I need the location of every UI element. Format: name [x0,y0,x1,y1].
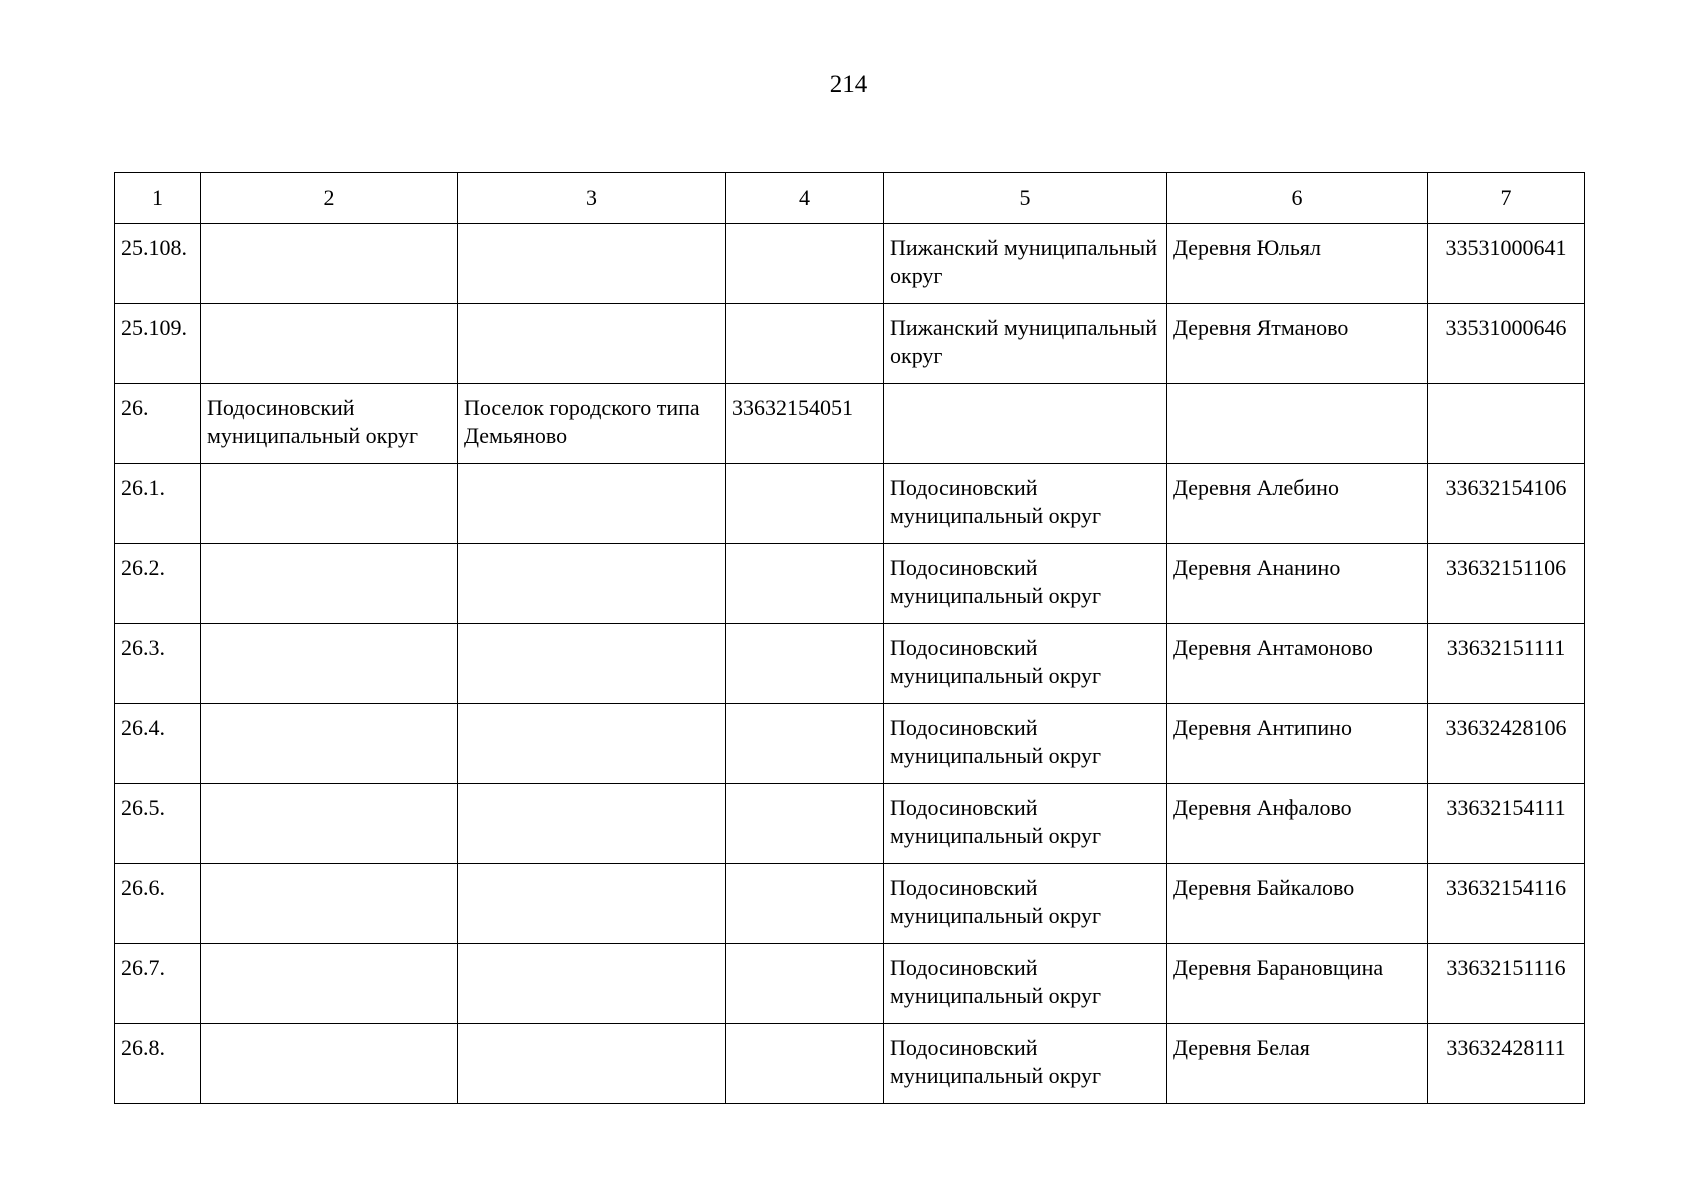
locality-code-cell: 33632428106 [1428,704,1585,784]
row-number-cell: 26.5. [115,784,201,864]
municipality-cell: Подосиновский муниципальный округ [201,384,458,464]
locality-cell: Деревня Антамоново [1167,624,1428,704]
settlement-cell [458,944,726,1024]
municipality-cell [201,704,458,784]
locality-code-cell: 33531000646 [1428,304,1585,384]
settlement-cell [458,304,726,384]
municipality-cell [201,1024,458,1104]
locality-cell: Деревня Ананино [1167,544,1428,624]
locality-code-cell: 33632151106 [1428,544,1585,624]
locality-cell [1167,384,1428,464]
district-cell [884,384,1167,464]
row-number-cell: 26.4. [115,704,201,784]
district-cell: Подосиновский муниципальный округ [884,784,1167,864]
municipality-cell [201,864,458,944]
row-number-cell: 26.8. [115,1024,201,1104]
page-number: 214 [829,71,868,98]
settlement-cell [458,864,726,944]
locality-code-cell: 33632154111 [1428,784,1585,864]
column-header: 7 [1428,173,1585,224]
district-cell: Подосиновский муниципальный округ [884,464,1167,544]
locality-cell: Деревня Байкалово [1167,864,1428,944]
municipality-cell [201,784,458,864]
locality-code-cell: 33632154106 [1428,464,1585,544]
column-header: 3 [458,173,726,224]
row-number-cell: 26.1. [115,464,201,544]
settlement-code-cell [726,224,884,304]
municipality-cell [201,544,458,624]
table-row [115,224,1585,304]
district-cell: Подосиновский муниципальный округ [884,864,1167,944]
settlement-code-cell [726,944,884,1024]
district-cell: Подосиновский муниципальный округ [884,944,1167,1024]
locality-cell: Деревня Анфалово [1167,784,1428,864]
table-row [115,384,1585,464]
settlement-code-cell [726,544,884,624]
district-cell: Подосиновский муниципальный округ [884,704,1167,784]
district-cell: Подосиновский муниципальный округ [884,544,1167,624]
district-cell: Пижанский муниципальный округ [884,304,1167,384]
locality-cell: Деревня Ятманово [1167,304,1428,384]
municipality-cell [201,224,458,304]
locality-cell: Деревня Белая [1167,1024,1428,1104]
locality-code-cell: 33531000641 [1428,224,1585,304]
table-row [115,464,1585,544]
row-number-cell: 25.109. [115,304,201,384]
locality-cell: Деревня Барановщина [1167,944,1428,1024]
locality-code-cell: 33632151116 [1428,944,1585,1024]
settlement-code-cell [726,864,884,944]
row-number-cell: 25.108. [115,224,201,304]
settlement-code-cell: 33632154051 [726,384,884,464]
settlement-cell [458,1024,726,1104]
table-row [115,784,1585,864]
municipality-cell [201,304,458,384]
settlement-code-cell [726,304,884,384]
settlement-cell [458,704,726,784]
municipality-cell [201,624,458,704]
table-row [115,544,1585,624]
district-cell: Подосиновский муниципальный округ [884,624,1167,704]
settlement-cell [458,224,726,304]
data-table [114,172,1585,1104]
column-header: 6 [1167,173,1428,224]
locality-cell: Деревня Юльял [1167,224,1428,304]
table-row [115,624,1585,704]
district-cell: Пижанский муниципальный округ [884,224,1167,304]
settlement-code-cell [726,464,884,544]
locality-code-cell [1428,384,1585,464]
row-number-cell: 26.2. [115,544,201,624]
settlement-cell [458,544,726,624]
column-header: 1 [115,173,201,224]
locality-code-cell: 33632428111 [1428,1024,1585,1104]
table-row [115,704,1585,784]
column-header: 5 [884,173,1167,224]
column-header: 2 [201,173,458,224]
table-row [115,304,1585,384]
settlement-code-cell [726,1024,884,1104]
settlement-cell [458,784,726,864]
settlement-cell: Поселок городского типа Демьяново [458,384,726,464]
table-row [115,944,1585,1024]
row-number-cell: 26.7. [115,944,201,1024]
table-row [115,1024,1585,1104]
settlement-code-cell [726,624,884,704]
settlement-code-cell [726,784,884,864]
municipality-cell [201,944,458,1024]
settlement-code-cell [726,704,884,784]
district-cell: Подосиновский муниципальный округ [884,1024,1167,1104]
table-row [115,864,1585,944]
row-number-cell: 26.3. [115,624,201,704]
locality-code-cell: 33632154116 [1428,864,1585,944]
row-number-cell: 26. [115,384,201,464]
row-number-cell: 26.6. [115,864,201,944]
municipality-cell [201,464,458,544]
locality-cell: Деревня Антипино [1167,704,1428,784]
settlement-cell [458,624,726,704]
locality-cell: Деревня Алебино [1167,464,1428,544]
settlement-cell [458,464,726,544]
column-header: 4 [726,173,884,224]
table-header-row [115,173,1585,224]
locality-code-cell: 33632151111 [1428,624,1585,704]
